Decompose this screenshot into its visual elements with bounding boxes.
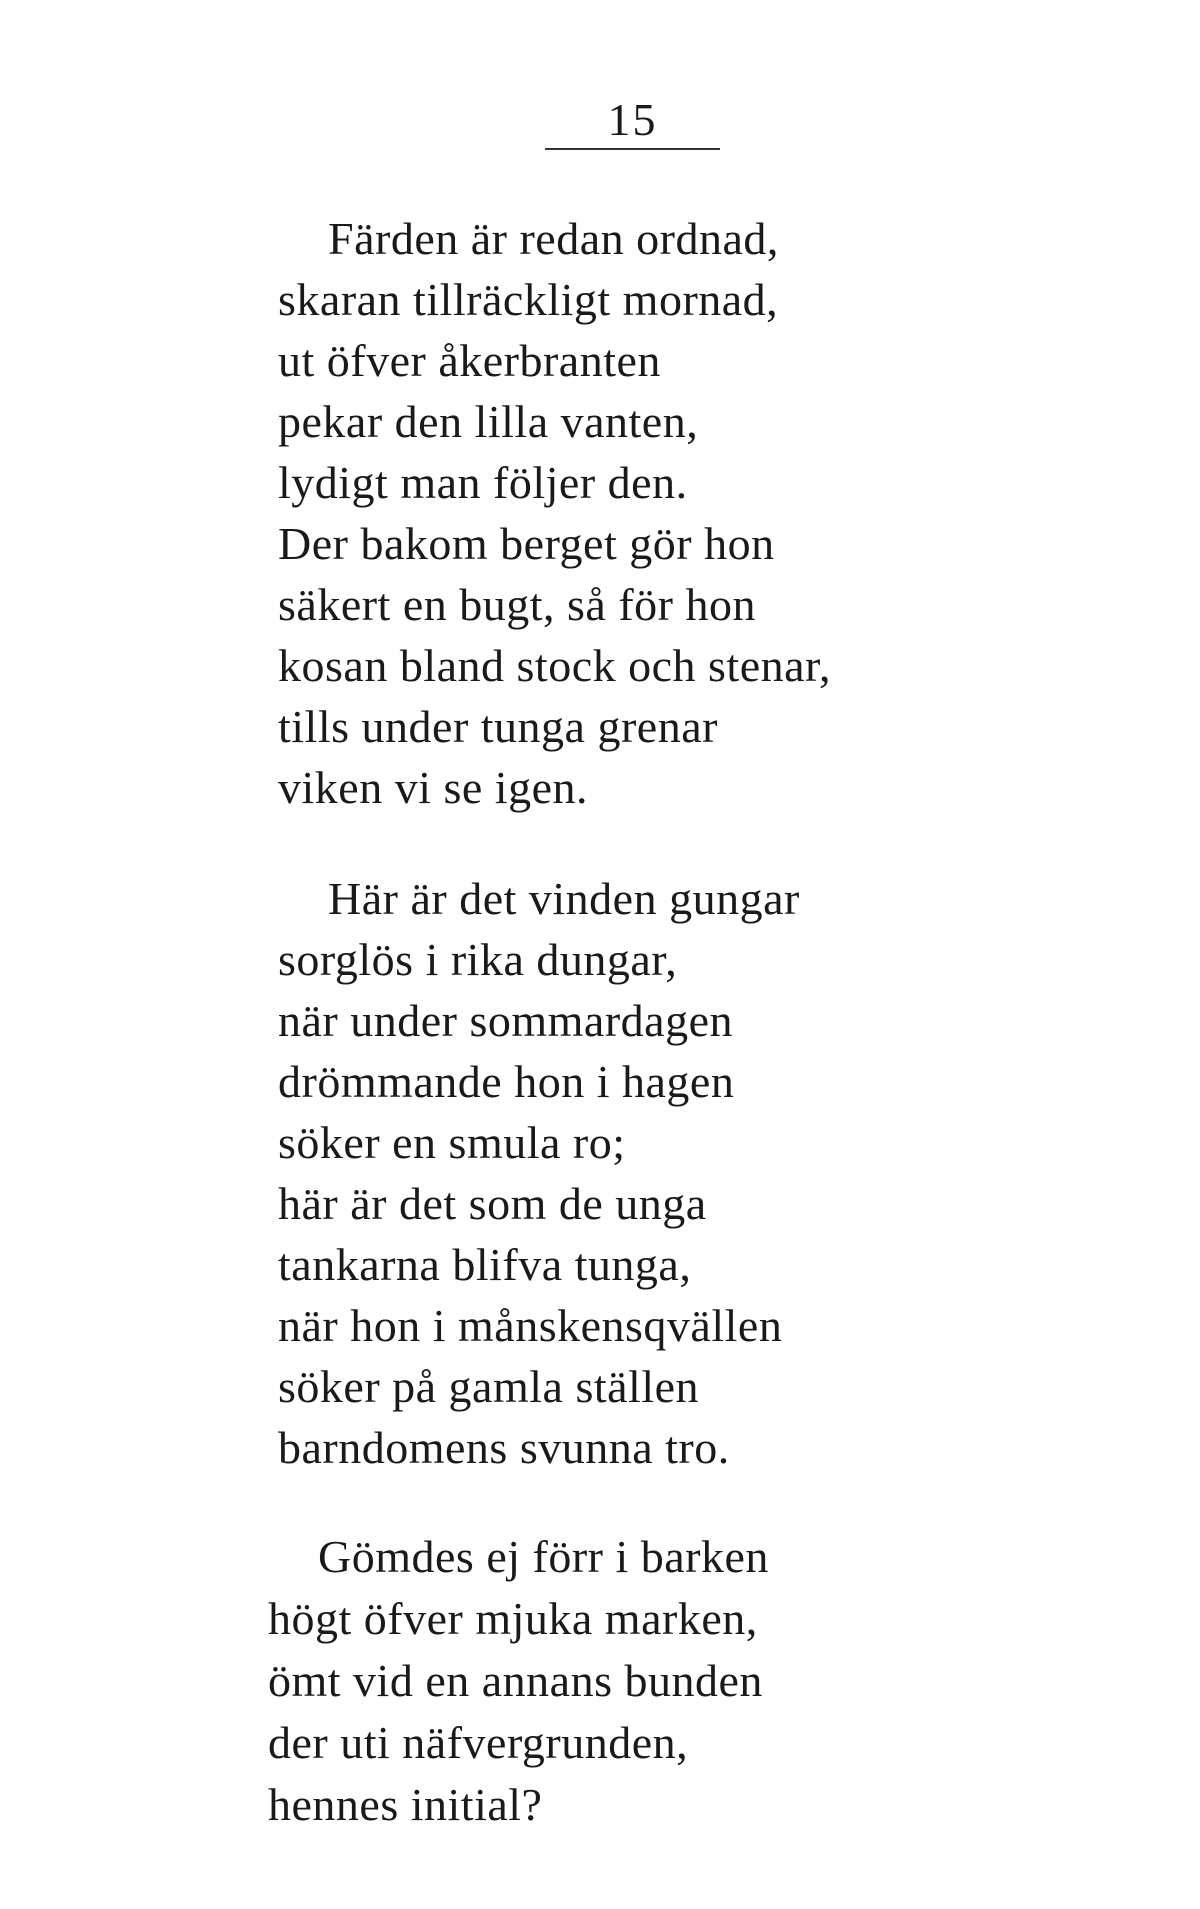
verse-line: söker en smula ro; xyxy=(278,1117,626,1168)
verse-line: viken vi se igen. xyxy=(278,762,588,813)
verse-line: tills under tunga grenar xyxy=(278,701,718,752)
verse-line: der uti näfvergrunden, xyxy=(268,1717,689,1768)
verse-line: Färden är redan ordnad, xyxy=(328,213,779,264)
stanza-3 xyxy=(268,1526,769,1836)
verse-line: hennes initial? xyxy=(268,1779,543,1830)
verse-line: lydigt man följer den. xyxy=(278,457,688,508)
stanza-2 xyxy=(278,868,800,1478)
verse-line: pekar den lilla vanten, xyxy=(278,396,699,447)
verse-line: söker på gamla ställen xyxy=(278,1361,700,1412)
verse-line: sorglös i rika dungar, xyxy=(278,934,678,985)
verse-line: drömmande hon i hagen xyxy=(278,1056,735,1107)
page-number-rule xyxy=(545,148,720,150)
verse-line: när hon i månskensqvällen xyxy=(278,1300,783,1351)
page-number: 15 xyxy=(607,94,658,145)
verse-line: högt öfver mjuka marken, xyxy=(268,1593,758,1644)
verse-line: Der bakom berget gör hon xyxy=(278,518,775,569)
verse-line: Här är det vinden gungar xyxy=(328,873,800,924)
verse-line: skaran tillräckligt mornad, xyxy=(278,274,779,325)
verse-line: barndomens svunna tro. xyxy=(278,1422,730,1473)
verse-line: säkert en bugt, så för hon xyxy=(278,579,756,630)
verse-line: kosan bland stock och stenar, xyxy=(278,640,832,691)
stanza-1 xyxy=(278,208,831,818)
verse-line: ömt vid en annans bunden xyxy=(268,1655,763,1706)
verse-line: tankarna blifva tunga, xyxy=(278,1239,692,1290)
verse-line: när under sommardagen xyxy=(278,995,734,1046)
verse-line: ut öfver åkerbranten xyxy=(278,335,661,386)
verse-line: här är det som de unga xyxy=(278,1178,707,1229)
verse-line: Gömdes ej förr i barken xyxy=(318,1531,769,1582)
